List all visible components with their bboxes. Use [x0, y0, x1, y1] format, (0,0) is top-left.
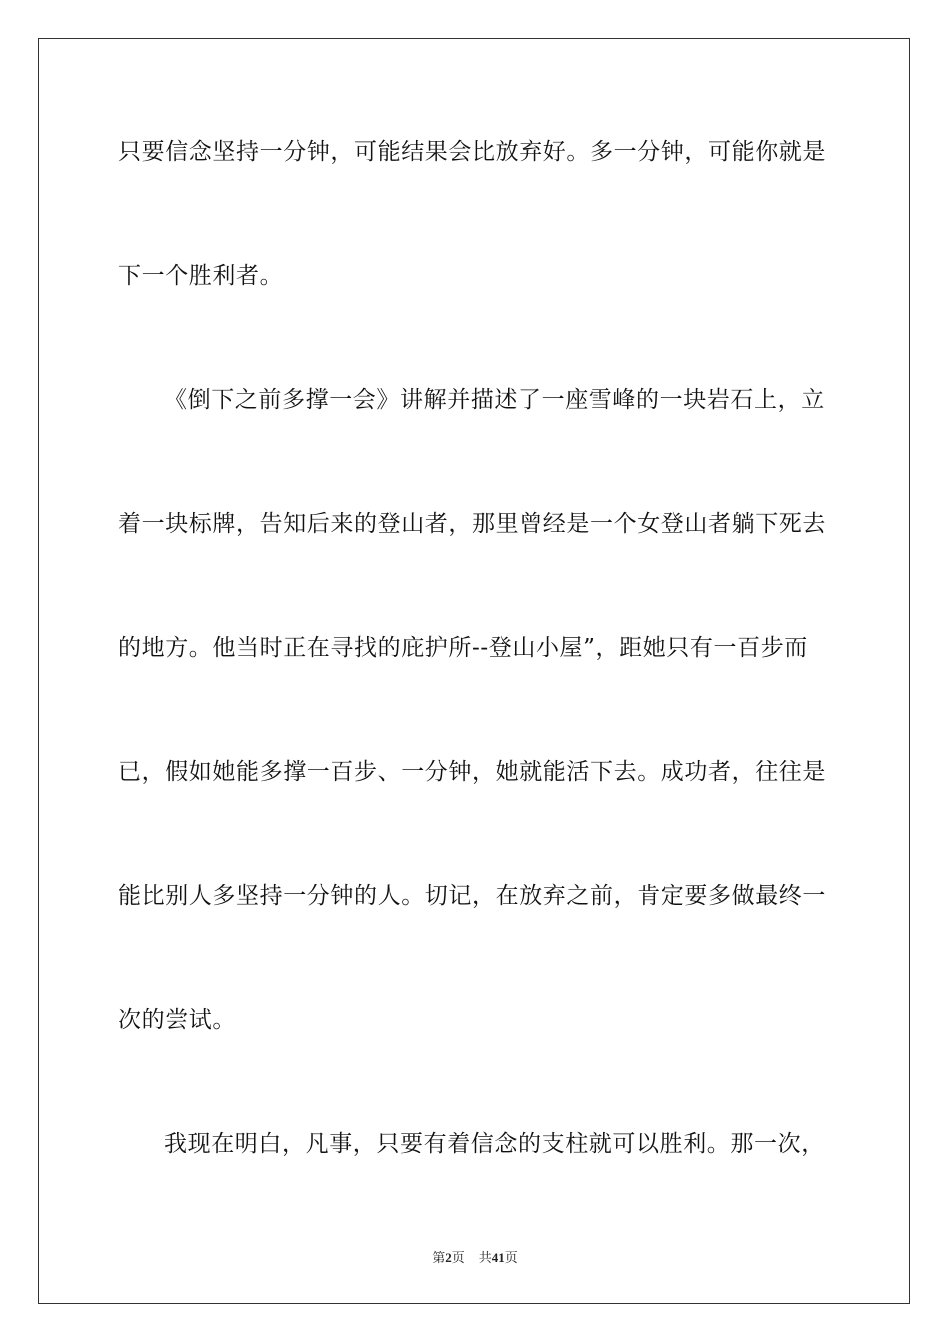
text-line: 的地方。他当时正在寻找的庇护所--登山小屋”，距她只有一百步而 [118, 635, 808, 661]
text-line: 着一块标牌，告知后来的登山者，那里曾经是一个女登山者躺下死去 [118, 511, 826, 537]
text-line: 只要信念坚持一分钟，可能结果会比放弃好。多一分钟，可能你就是 [118, 139, 826, 165]
text-line: 《倒下之前多撑一会》讲解并描述了一座雪峰的一块岩石上，立 [164, 387, 825, 413]
current-page-number: 2 [445, 1250, 452, 1265]
total-page-count: 41 [491, 1250, 505, 1265]
total-prefix: 共 [478, 1250, 492, 1265]
page-suffix: 页 [451, 1250, 465, 1265]
total-suffix: 页 [504, 1250, 518, 1265]
page-footer [0, 1247, 950, 1266]
text-line: 已，假如她能多撑一百步、一分钟，她就能活下去。成功者，往往是 [118, 759, 826, 785]
text-line: 我现在明白，凡事，只要有着信念的支柱就可以胜利。那一次， [164, 1131, 825, 1157]
page-frame [38, 38, 910, 1304]
text-line: 次的尝试。 [118, 1007, 236, 1033]
text-line: 下一个胜利者。 [118, 263, 284, 289]
text-line: 能比别人多坚持一分钟的人。切记，在放弃之前，肯定要多做最终一 [118, 883, 826, 909]
page-prefix: 第 [432, 1250, 446, 1265]
